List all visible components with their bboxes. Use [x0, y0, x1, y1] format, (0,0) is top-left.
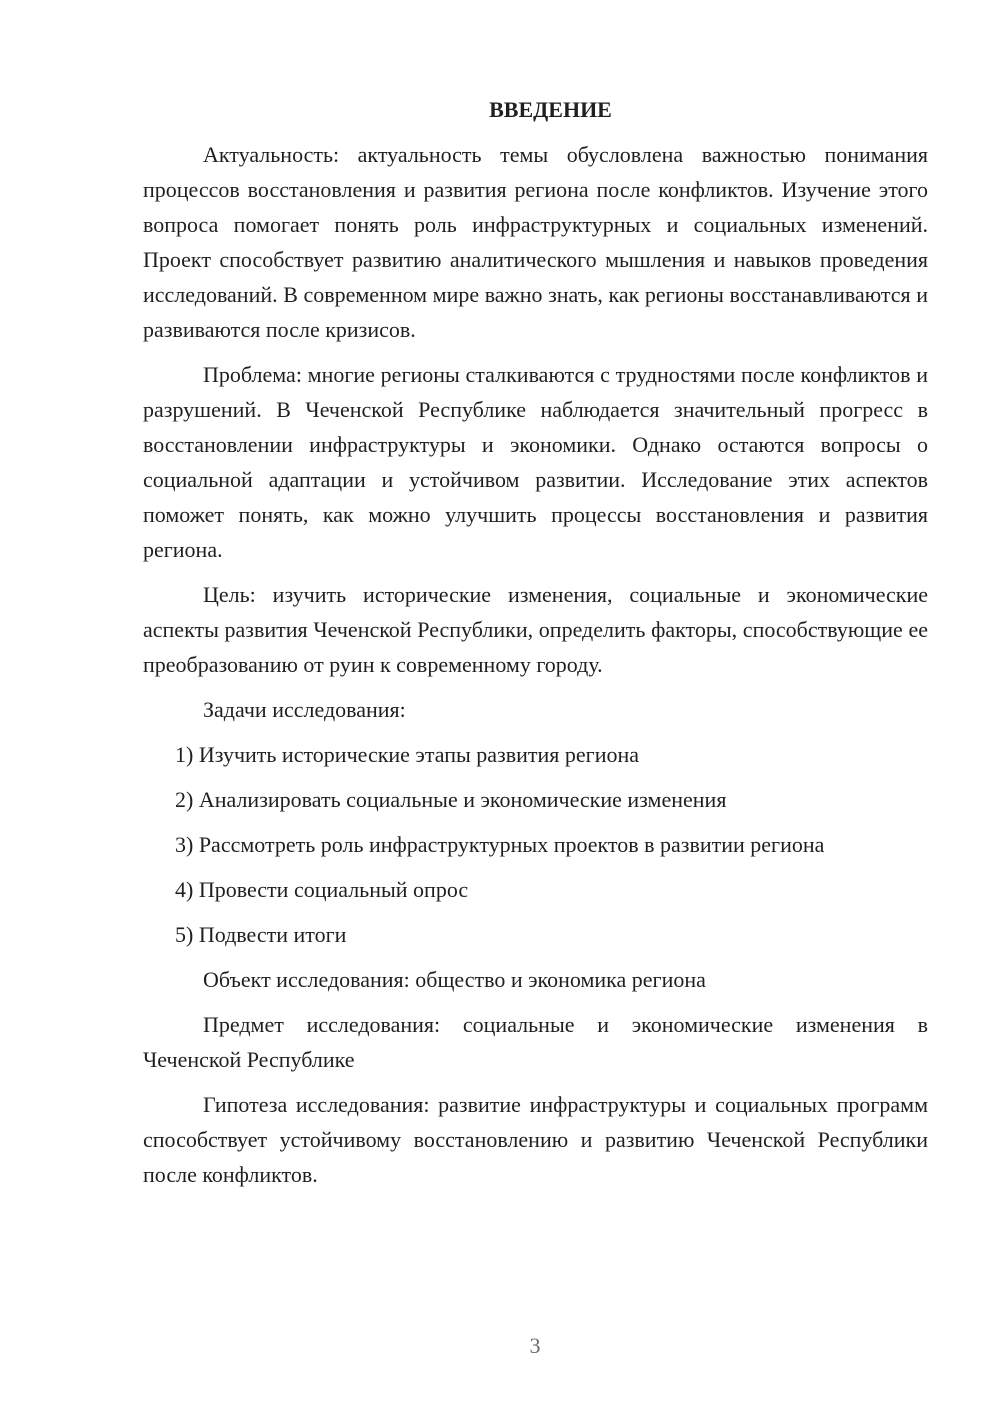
subject-paragraph: Предмет исследования: социальные и экономические изменения в Чеченской Республике: [143, 1012, 928, 1072]
tasks-list: [143, 737, 928, 952]
list-item: 3) Рассмотреть роль инфраструктурных проектов в развитии региона: [175, 832, 825, 857]
problem-paragraph: Проблема: многие регионы сталкиваются с трудностями после конфликтов и разрушений. В Чеченской Республике наблюдается значительный прогресс в восстановлении инфраструктуры и экономики. Однако остаются вопросы о социальной адаптации и устойчивом развитии. Исследование этих аспектов поможет понять, как можно улучшить процессы восстановления и развития региона.: [143, 362, 928, 562]
list-item: 1) Изучить исторические этапы развития региона: [175, 742, 640, 767]
page-title: ВВЕДЕНИЕ: [489, 97, 612, 122]
relevance-paragraph: Актуальность: актуальность темы обусловлена важностью понимания процессов восстановления и развития региона после конфликтов. Изучение этого вопроса помогает понять роль инфраструктурных и социальных изменений. Проект способствует развитию аналитического мышления и навыков проведения исследований. В современном мире важно знать, как регионы восстанавливаются и развиваются после кризисов.: [143, 142, 928, 342]
document-page: [143, 92, 928, 1202]
tasks-heading: Задачи исследования:: [203, 697, 406, 722]
object-paragraph: Объект исследования: общество и экономика региона: [203, 967, 706, 992]
goal-paragraph: Цель: изучить исторические изменения, социальные и экономические аспекты развития Чеченской Республики, определить факторы, способствующие ее преобразованию от руин к современному городу.: [143, 582, 928, 677]
list-item: 4) Провести социальный опрос: [175, 877, 469, 902]
hypothesis-paragraph: Гипотеза исследования: развитие инфраструктуры и социальных программ способствует устойчивому восстановлению и развитию Чеченской Республики после конфликтов.: [143, 1092, 928, 1187]
page-number: 3: [529, 1333, 541, 1358]
list-item: 2) Анализировать социальные и экономические изменения: [175, 787, 727, 812]
list-item: 5) Подвести итоги: [175, 922, 347, 947]
